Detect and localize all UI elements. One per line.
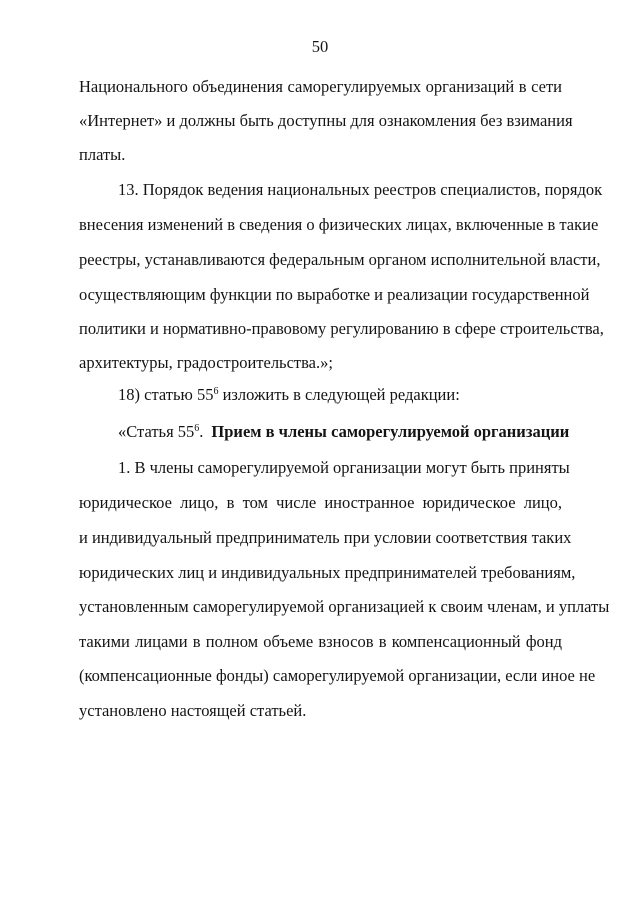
text-line: осуществляющим функции по выработке и реализации государственной [79,285,590,304]
text-line: такими лицами в полном объеме взносов в компенсационный фонд [79,632,562,651]
text-line: внесения изменений в сведения о физических лицах, включенные в такие [79,215,599,234]
article-dot: . [199,422,204,441]
amendment-prefix: 18) статью 55 [118,385,214,404]
article-heading [118,422,569,442]
text-line: юридическое лицо, в том числе иностранное юридическое лицо, [79,493,562,512]
text-line: 1. В члены саморегулируемой организации могут быть приняты [118,458,570,477]
amendment-sup: 6 [213,386,219,397]
text-line: платы. [79,145,126,164]
article-prefix: «Статья 55 [118,422,195,441]
text-line: установлено настоящей статьей. [79,701,307,720]
article-title: Прием в члены саморегулируемой организации [211,422,570,441]
text-line: политики и нормативно-правовому регулированию в сфере строительства, [79,319,604,338]
article-sup: 6 [194,423,200,434]
text-line: установленным саморегулируемой организацией к своим членам, и уплаты [79,597,610,616]
text-line: 13. Порядок ведения национальных реестров специалистов, порядок [118,180,603,199]
text-line: и индивидуальный предприниматель при условии соответствия таких [79,528,572,547]
text-line: Национального объединения саморегулируемых организаций в сети [79,77,562,96]
page-number: 50 [311,37,329,56]
text-line: (компенсационные фонды) саморегулируемой организации, если иное не [79,666,596,685]
amendment-suffix: изложить в следующей редакции: [218,385,460,404]
text-line: реестры, устанавливаются федеральным органом исполнительной власти, [79,250,601,269]
text-line: «Интернет» и должны быть доступны для ознакомления без взимания [79,111,573,130]
amendment-line [118,385,460,405]
text-line: юридических лиц и индивидуальных предпринимателей требованиям, [79,563,576,582]
text-line: архитектуры, градостроительства.»; [79,353,333,372]
